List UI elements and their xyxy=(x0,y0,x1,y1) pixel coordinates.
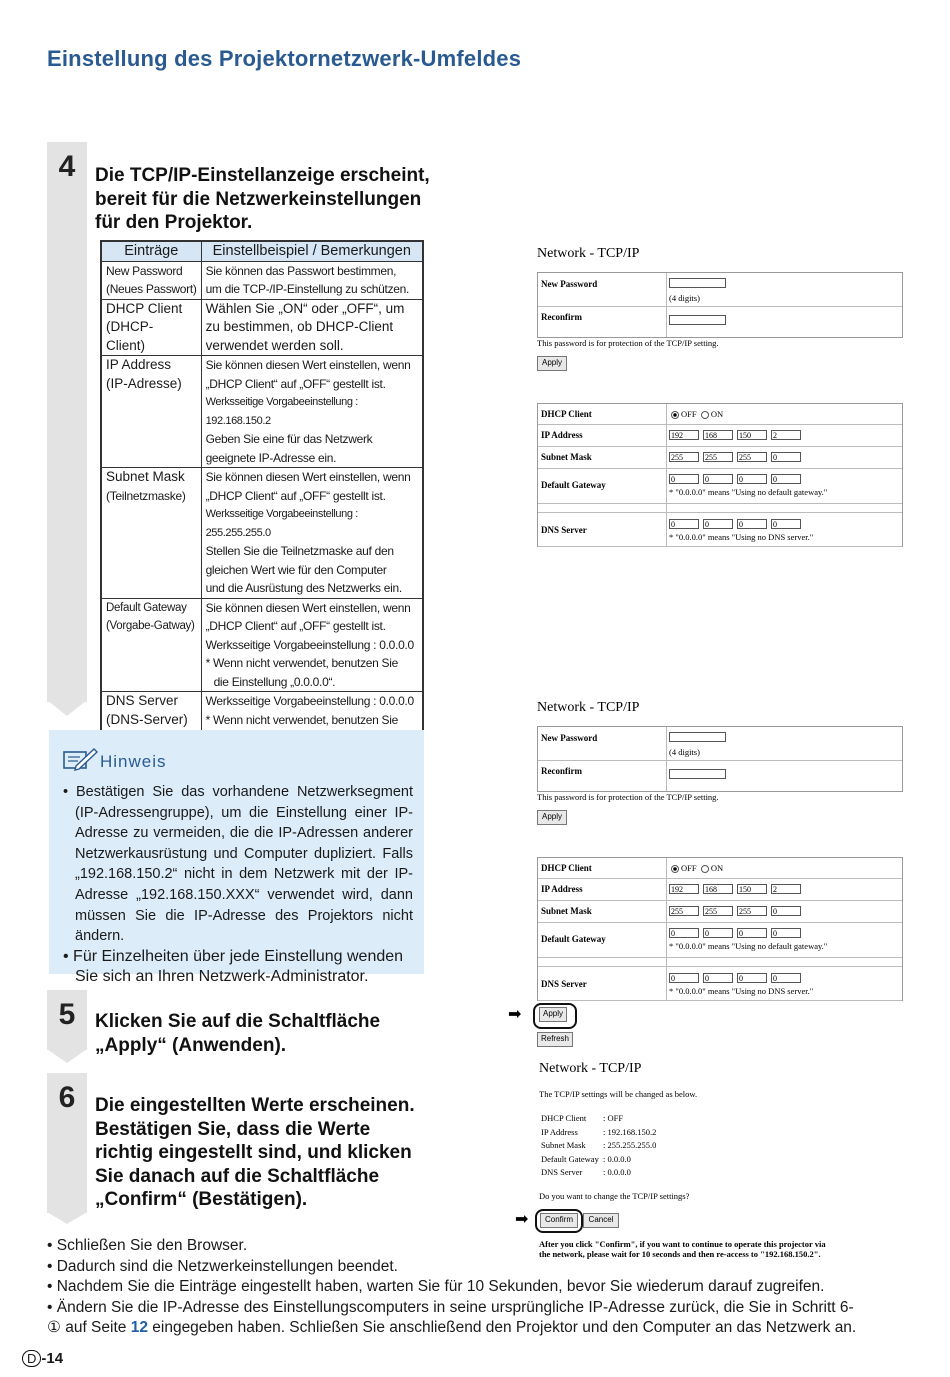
pencil-note-icon xyxy=(62,746,98,772)
subnet-octet[interactable]: 0 xyxy=(771,452,801,462)
subnet-octet[interactable]: 255 xyxy=(669,452,699,462)
refresh-button[interactable]: Refresh xyxy=(537,1032,573,1047)
off-radio[interactable] xyxy=(671,865,679,873)
hint-bullet: • Bestätigen Sie das vorhandene Netzwerksegment (IP-Adressengruppe), um die Einstellung einer IP-Adresse zu vermeiden, die die IP-Adressen anderer Netzwerkausrüstung und Computer dupliziert. Falls „192.168.150.2“ nicht in dem Netzwerk mit der IP-Adresse „192.168.150.XXX“ verwendet wird, dann müssen Sie die IP-Adresse des Projektors nicht ändern. xyxy=(63,784,413,945)
step-6-arrow xyxy=(47,1212,87,1226)
dns-octet[interactable]: 0 xyxy=(737,519,767,529)
list-item: ① auf Seite 12 eingegeben haben. Schließen Sie anschließend den Projektor und den Computer an das Netzwerk an. xyxy=(47,1319,857,1336)
screen-title: Network - TCP/IP xyxy=(539,1061,642,1076)
dns-octet[interactable]: 0 xyxy=(771,973,801,983)
gateway-octet[interactable]: 0 xyxy=(669,928,699,938)
on-radio[interactable] xyxy=(701,865,709,873)
column-header: Einträge xyxy=(101,241,201,261)
page-reference-link[interactable]: 12 xyxy=(130,1319,148,1336)
arrow-right-icon: ➡ xyxy=(515,1211,529,1228)
step-4-arrow xyxy=(47,700,87,718)
page-number: D -14 xyxy=(22,1350,63,1367)
apply-button[interactable]: Apply xyxy=(539,1007,567,1022)
table-row: New Password (Neues Passwort) Sie können das Passwort bestimmen, um die TCP-/IP-Einstellung zu schützen. xyxy=(101,261,423,299)
arrow-right-icon: ➡ xyxy=(508,1006,522,1023)
gateway-octet[interactable]: 0 xyxy=(669,474,699,484)
step-4-number: 4 xyxy=(58,150,76,183)
screen-title: Network - TCP/IP xyxy=(537,246,640,261)
on-radio[interactable] xyxy=(701,411,709,419)
table-row: DNS Server (DNS-Server) Werksseitige Vorgabeeinstellung : 0.0.0.0 * Wenn nicht verwendet, benutzen Sie xyxy=(101,692,423,749)
step-6-heading: Die eingestellten Werte erscheinen. Bestätigen Sie, dass die Werte richtig eingestellt sind, und klicken Sie danach auf die Schaltfläche „Confirm“ (Bestätigen). xyxy=(95,1095,415,1210)
dhcp-radios[interactable]: OFF ON xyxy=(671,863,723,873)
subnet-octet[interactable]: 255 xyxy=(737,452,767,462)
subnet-octet[interactable]: 255 xyxy=(669,906,699,916)
dns-octet[interactable]: 0 xyxy=(771,519,801,529)
new-password-field[interactable] xyxy=(669,732,726,742)
new-password-field[interactable] xyxy=(669,278,726,288)
gateway-octet[interactable]: 0 xyxy=(737,928,767,938)
confirm-button[interactable]: Confirm xyxy=(540,1213,578,1228)
dns-octet[interactable]: 0 xyxy=(669,519,699,529)
table-row: DHCP Client (DHCP- Client) Wählen Sie „ON“ oder „OFF“, um zu bestimmen, ob DHCP-Client verwendet werden soll. xyxy=(101,299,423,356)
list-item: • Nachdem Sie die Einträge eingestellt haben, warten Sie für 10 Sekunden, bevor Sie wiederum darauf zugreifen. xyxy=(47,1278,825,1295)
dhcp-radios[interactable]: OFF ON xyxy=(671,409,723,419)
subnet-octet[interactable]: 255 xyxy=(737,906,767,916)
hint-bullet: • Für Einzelheiten über jede Einstellung wenden Sie sich an Ihren Netzwerk-Administrator. xyxy=(63,947,404,986)
step-4-bar xyxy=(47,142,87,702)
password-form: New Password (4 digits) Reconfirm xyxy=(537,272,903,338)
subnet-octet[interactable]: 0 xyxy=(771,906,801,916)
dns-octet[interactable]: 0 xyxy=(703,519,733,529)
gateway-octet[interactable]: 0 xyxy=(703,474,733,484)
password-form: New Password (4 digits) Reconfirm xyxy=(537,726,903,792)
ip-octet[interactable]: 2 xyxy=(771,884,801,894)
step-4-heading: Die TCP/IP-Einstellanzeige erscheint, bereit für die Netzwerkeinstellungen für den Projektor. xyxy=(95,165,430,233)
table-row: IP Address (IP-Adresse) Sie können diesen Wert einstellen, wenn „DHCP Client“ auf „OFF“ gestellt ist. Werksseitige Vorgabeeinstellung : 192.168.150.2 Geben Sie eine für das Netzwerk geeignete IP-Adresse ein. xyxy=(101,356,423,468)
apply-button[interactable]: Apply xyxy=(537,356,567,371)
table-row: Default Gateway (Vorgabe-Gatway) Sie können diesen Wert einstellen, wenn „DHCP Client“ auf „OFF“ gestellt ist. Werksseitige Vorgabeeinstellung : 0.0.0.0 * Wenn nicht verwendet, benutzen Sie die Einstellung „0.0.0.0“. xyxy=(101,598,423,692)
ip-octet[interactable]: 192 xyxy=(669,884,699,894)
reconfirm-field[interactable] xyxy=(669,315,726,325)
step-6-number: 6 xyxy=(58,1081,76,1114)
hint-text xyxy=(63,782,413,988)
dns-octet[interactable]: 0 xyxy=(703,973,733,983)
list-item: • Ändern Sie die IP-Adresse des Einstellungscomputers in seine ursprüngliche IP-Adresse zurück, die Sie in Schritt 6- xyxy=(47,1298,854,1316)
off-radio[interactable] xyxy=(671,411,679,419)
list-item: • Dadurch sind die Netzwerkeinstellungen beendet. xyxy=(47,1257,398,1275)
settings-table xyxy=(100,240,424,750)
language-badge: D xyxy=(22,1350,41,1367)
step-5-number: 5 xyxy=(58,998,76,1031)
table-row: Subnet Mask (Teilnetzmaske) Sie können diesen Wert einstellen, wenn „DHCP Client“ auf „OFF“ gestellt ist. Werksseitige Vorgabeeinstellung : 255.255.255.0 Stellen Sie die Teilnetzmaske auf den gleichen Wert wie für den Computer und die Ausrüstung des Netzwerks ein. xyxy=(101,468,423,599)
ip-octet[interactable]: 192 xyxy=(669,430,699,440)
network-form: DHCP Client OFF ON IP Address 192 168 150 2 Subnet Mask 255 255 255 0 Default Gateway 0 0 0 0 * "0.0.0.0" means "Using no default gateway." DNS Server 0 0 0 0 * "0.0.0.0" means "Using no DNS server." xyxy=(537,403,903,547)
ip-octet[interactable]: 150 xyxy=(737,430,767,440)
ip-octet[interactable]: 168 xyxy=(703,430,733,440)
dns-octet[interactable]: 0 xyxy=(737,973,767,983)
subnet-octet[interactable]: 255 xyxy=(703,906,733,916)
gateway-octet[interactable]: 0 xyxy=(771,474,801,484)
reconfirm-field[interactable] xyxy=(669,769,726,779)
column-header: Einstellbeispiel / Bemerkungen xyxy=(201,241,423,261)
step-5-arrow xyxy=(47,1049,87,1065)
dns-octet[interactable]: 0 xyxy=(669,973,699,983)
ip-octet[interactable]: 150 xyxy=(737,884,767,894)
apply-button[interactable]: Apply xyxy=(537,810,567,825)
ip-octet[interactable]: 168 xyxy=(703,884,733,894)
subnet-octet[interactable]: 255 xyxy=(703,452,733,462)
hint-title: Hinweis xyxy=(100,752,167,771)
page-title: Einstellung des Projektornetzwerk-Umfeldes xyxy=(47,46,522,71)
ip-octet[interactable]: 2 xyxy=(771,430,801,440)
list-item: • Schließen Sie den Browser. xyxy=(47,1237,248,1254)
table-header-row xyxy=(101,241,423,261)
gateway-octet[interactable]: 0 xyxy=(771,928,801,938)
step-5-heading: Klicken Sie auf die Schaltfläche „Apply“ (Anwenden). xyxy=(95,1011,381,1056)
cancel-button[interactable]: Cancel xyxy=(583,1213,619,1228)
gateway-octet[interactable]: 0 xyxy=(703,928,733,938)
network-form: DHCP Client OFF ON IP Address 192 168 150 2 Subnet Mask 255 255 255 0 Default Gateway 0 0 0 0 * "0.0.0.0" means "Using no default gateway." DNS Server 0 0 0 0 * "0.0.0.0" means "Using no DNS server." xyxy=(537,857,903,1001)
gateway-octet[interactable]: 0 xyxy=(737,474,767,484)
screen-title: Network - TCP/IP xyxy=(537,700,640,715)
closing-bullets xyxy=(47,1236,917,1339)
